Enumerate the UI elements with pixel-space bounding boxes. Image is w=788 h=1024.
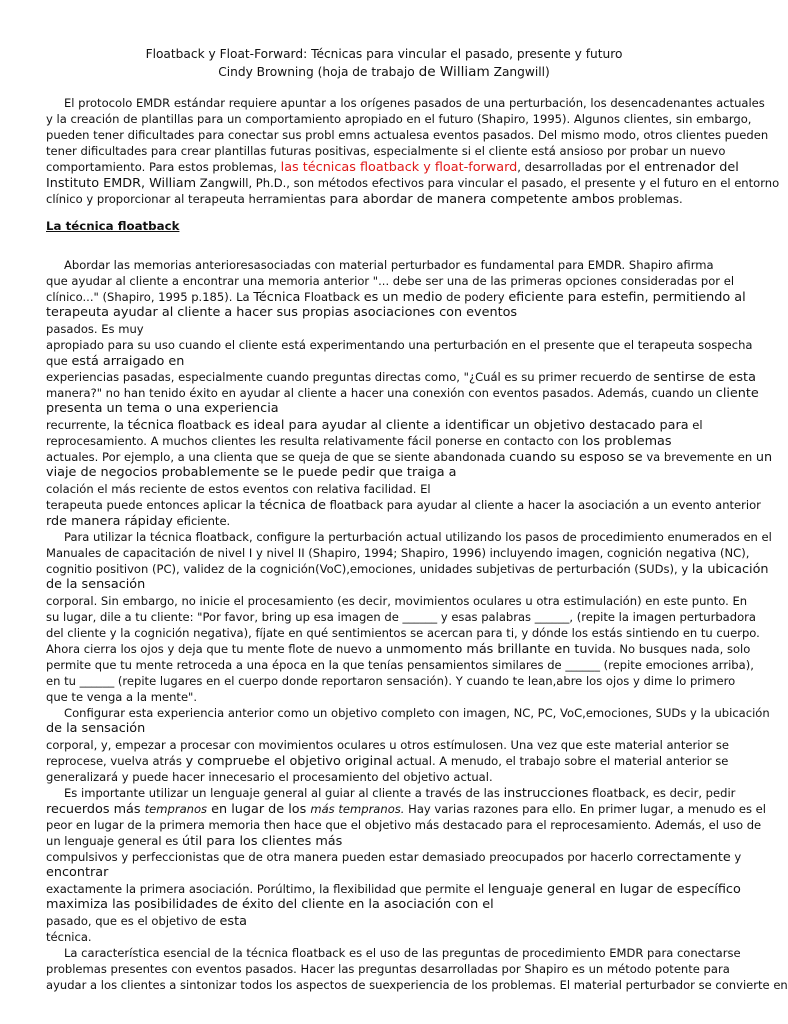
intro-paragraph: El protocolo EMDR estándar requiere apuntar a los orígenes pasados de una perturbación, los desencadenantes actuales y la creación de plantillas para un comportamiento apropiado en el futuro (Shapiro, 1995). Algunos clientes, sin embargo, pueden tener dificultades para conectar sus probl emns actualesa eventos pasados. Del mismo modo, otros clientes pueden tener dificultades para crear plantillas futuras positivas, especialmente si el cliente está ansioso por probar un nuevo comportamiento. Para estos problemas, las técnicas floatback y float-forward, desarrolladas por el entrenador del Instituto EMDR, William Zangwill, Ph.D., son métodos efectivos para vincular el pasado, el presente y el futuro en el entorno clínico y proporcionar al terapeuta herramientas para abordar de manera competente ambos problemas. (46, 96, 780, 207)
body-text: Abordar las memorias anterioresasociadas con material perturbador es fundamental para EMDR. Shapiro afirma que ayudar al cliente a encontrar una memoria anterior "... debe ser una de las primeras opciones consideradas por el clínico..." (Shapiro, 1995 p.185). La Técnica Floatback es un medio de podery eficiente para estefin, permitiendo al terapeuta ayudar al cliente a hacer sus propias asociaciones con eventos pasados. Es muy apropiado para su uso cuando el cliente está experimentando una perturbación en el presente que el terapeuta sospecha que está arraigado en experiencias pasadas, especialmente cuando preguntas directas como, "¿Cuál es su primer recuerdo de sentirse de esta manera?" no han tenido éxito en ayudar al cliente a hacer una conexión con eventos pasados. Además, cuando un cliente presenta un tema o una experiencia recurrente, la técnica floatback es ideal para ayudar al cliente a identificar un objetivo destacado para el reprocesamiento. A muchos clientes les resulta relativamente fácil ponerse en contacto con los problemas actuales. Por ejemplo, a una clienta que se queja de que se siente abandonada cuando su esposo se va brevemente en un viaje de negocios probablemente se le puede pedir que traiga a colación el más reciente de estos eventos con relativa facilidad. El terapeuta puede entonces aplicar la técnica de floatback para ayudar al cliente a hacer la asociación a un evento anterior rde manera rápiday eficiente. Para utilizar la técnica floatback, configure la perturbación actual utilizando los pasos de procedimiento enumerados en el Manuales de capacitación de nivel I y nivel II (Shapiro, 1994; Shapiro, 1996) incluyendo imagen, cognición negativa (NC), cognitio positivon (PC), validez de la cognición(VoC),emociones, unidades subjetivas de perturbación (SUDs), y la ubicación de la sensación corporal. Sin embargo, no inicie el procesamiento (es decir, movimientos oculares u otra estimulación) en este punto. En su lugar, dile a tu cliente: "Por favor, bring up esa imagen de ______ y esas palabras ______, (repite la imagen perturbadora del cliente y la cognición negativa), fíjate en qué sentimientos se acercan para ti, y dónde los estás sintiendo en tu cuerpo. Ahora cierra los ojos y deja que tu mente flote de nuevo a unmomento más brillante en tuvida. No busques nada, solo permite que tu mente retroceda a una época en la que tenías pensamientos similares de ______ (repite emociones arriba), en tu ______ (repite lugares en el cuerpo donde reportaron sensación). Y cuando te lean,abre los ojos y dime lo primero que te venga a la mente". Configurar esta experiencia anterior como un objetivo completo con imagen, NC, PC, VoC,emociones, SUDs y la ubicación de la sensación corporal, y, empezar a procesar con movimientos oculares u otros estímulosen. Una vez que este material anterior se reprocese, vuelva atrás y compruebe el objetivo original actual. A menudo, el trabajo sobre el material anterior se generalizará y puede hacer innecesario el procesamiento del objetivo actual. Es importante utilizar un lenguaje general al guiar al cliente a través de las instrucciones floatback, es decir, pedir recuerdos más tempranos en lugar de los más tempranos. Hay varias razones para ello. En primer lugar, a menudo es el peor en lugar de la primera memoria then hace que el objetivo más destacado para el reprocesamiento. Además, el uso de un lenguaje general es útil para los clientes más compulsivos y perfeccionistas que de otra manera pueden estar demasiado preocupados por hacerlo correctamente y encontrar exactamente la primera asociación. Porúltimo, la flexibilidad que permite el lenguaje general en lugar de específico maximiza las posibilidades de éxito del cliente en la asociación con el pasado, que es el objetivo de esta técnica. La característica esencial de la técnica floatback es el uso de las preguntas de procedimiento EMDR para conectarse problemas presentes con eventos pasados. Hacer las preguntas desarrolladas por Shapiro es un método potente para ayudar a los clientes a sintonizar todos los aspectos de suexperiencia de los problemas. El material perturbador se convierte en (46, 258, 788, 992)
document-title: Floatback y Float-Forward: Técnicas para vincular el pasado, presente y futuro (145, 47, 623, 61)
section-heading: La técnica floatback (46, 219, 180, 233)
document-subtitle: Cindy Browning (hoja de trabajo de William Zangwill) (218, 64, 550, 80)
highlighted-phrase: las técnicas floatback y float-forward (280, 160, 518, 175)
